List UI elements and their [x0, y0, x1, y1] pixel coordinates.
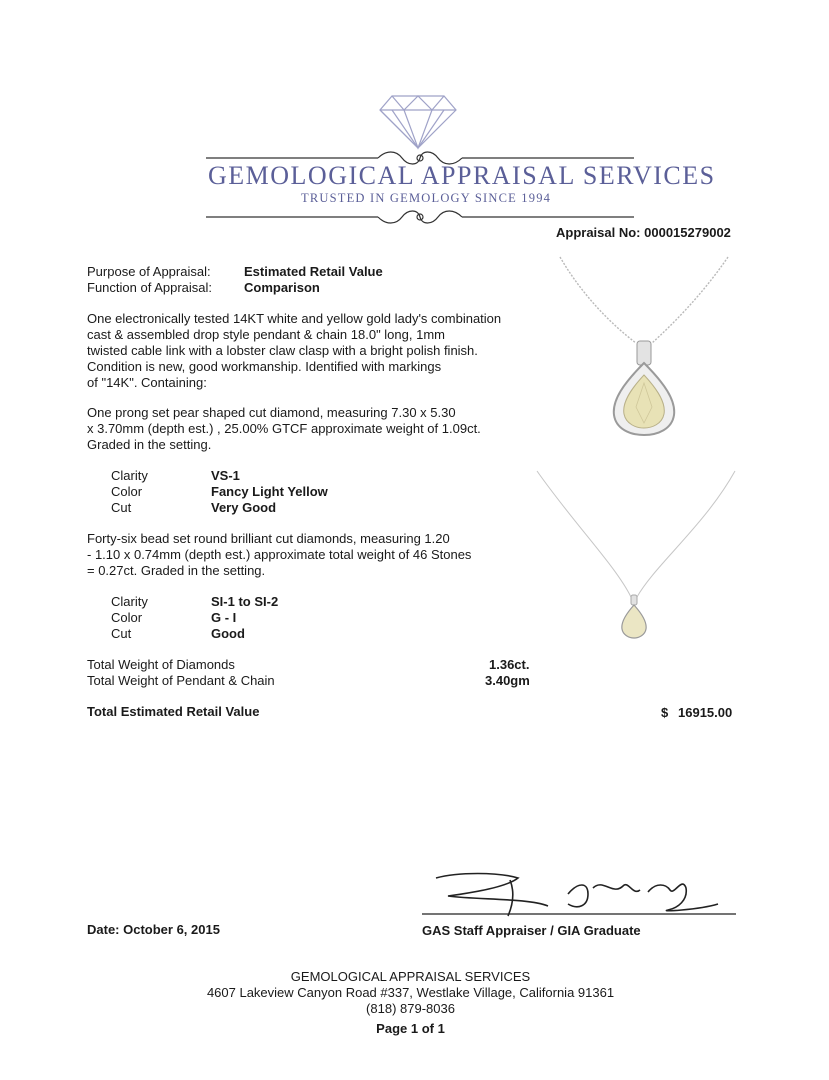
center-stone-cut: [111, 500, 411, 516]
center-stone-color: [111, 484, 411, 500]
total-retail-label: Total Estimated Retail Value: [87, 704, 260, 719]
total-retail-value: 16915.00: [678, 705, 733, 720]
side-stones-description: Forty-six bead set round brilliant cut diamonds, measuring 1.20 - 1.10 x 0.74mm (depth est.) approximate total weight of 46 Stones = 0.27ct. Graded in the setting.: [87, 531, 472, 578]
purpose-value: Estimated Retail Value: [244, 264, 383, 279]
function-label: Function of Appraisal:: [87, 280, 213, 295]
pendant-full-photo: [535, 465, 740, 645]
appraisal-number-value: 000015279002: [644, 225, 731, 240]
purpose-label: Purpose of Appraisal:: [87, 264, 211, 279]
diamond-icon: [378, 92, 458, 150]
grade-value: VS-1: [211, 468, 240, 483]
appraisal-date: Date: October 6, 2015: [87, 922, 220, 937]
function-value: Comparison: [244, 280, 320, 295]
grade-value: Fancy Light Yellow: [211, 484, 328, 499]
center-stone-clarity: [111, 468, 411, 484]
item-description: One electronically tested 14KT white and yellow gold lady's combination cast & assembled drop style pendant & chain 18.0" long, 1mm twisted cable link with a lobster claw clasp with a bright polish finish. Condition is new, good workmanship. Identified with markings of "14K". Containing:: [87, 311, 502, 390]
pendant-closeup-photo: [552, 255, 742, 440]
grade-label: Clarity: [111, 594, 148, 609]
grade-value: Good: [211, 626, 245, 641]
appraiser-signature: [418, 866, 740, 922]
grade-label: Cut: [111, 626, 132, 641]
grade-value: G - I: [211, 610, 237, 625]
total-diamonds-value: 1.36ct.: [489, 657, 530, 672]
total-retail-currency: $: [661, 705, 669, 720]
grade-label: Color: [111, 484, 143, 499]
total-diamonds-label: Total Weight of Diamonds: [87, 657, 235, 672]
side-stones-clarity: [111, 594, 411, 610]
grade-label: Cut: [111, 500, 132, 515]
grade-label: Clarity: [111, 468, 148, 483]
side-stones-color: [111, 610, 411, 626]
grade-value: SI-1 to SI-2: [211, 594, 279, 609]
footer-phone: (818) 879-8036: [366, 1001, 455, 1016]
header-ornament-bottom: [206, 207, 634, 227]
total-pendant-label: Total Weight of Pendant & Chain: [87, 673, 275, 688]
center-stone-description: One prong set pear shaped cut diamond, measuring 7.30 x 5.30 x 3.70mm (depth est.) , 25.00% GTCF approximate weight of 1.09ct. Graded in the setting.: [87, 405, 481, 452]
footer-company: GEMOLOGICAL APPRAISAL SERVICES: [290, 969, 531, 984]
footer-address: 4607 Lakeview Canyon Road #337, Westlake Village, California 91361: [206, 985, 615, 1000]
grade-value: Very Good: [211, 500, 277, 515]
side-stones-cut: [111, 626, 411, 642]
company-tagline: TRUSTED IN GEMOLOGY SINCE 1994: [301, 191, 552, 205]
appraisal-number: [556, 225, 731, 241]
grade-label: Color: [111, 610, 143, 625]
total-pendant-value: 3.40gm: [485, 673, 530, 688]
page-number: Page 1 of 1: [376, 1021, 445, 1036]
appraisal-number-label: Appraisal No:: [556, 225, 641, 240]
company-name: GEMOLOGICAL APPRAISAL SERVICES: [208, 161, 716, 190]
signature-title: GAS Staff Appraiser / GIA Graduate: [422, 923, 641, 938]
